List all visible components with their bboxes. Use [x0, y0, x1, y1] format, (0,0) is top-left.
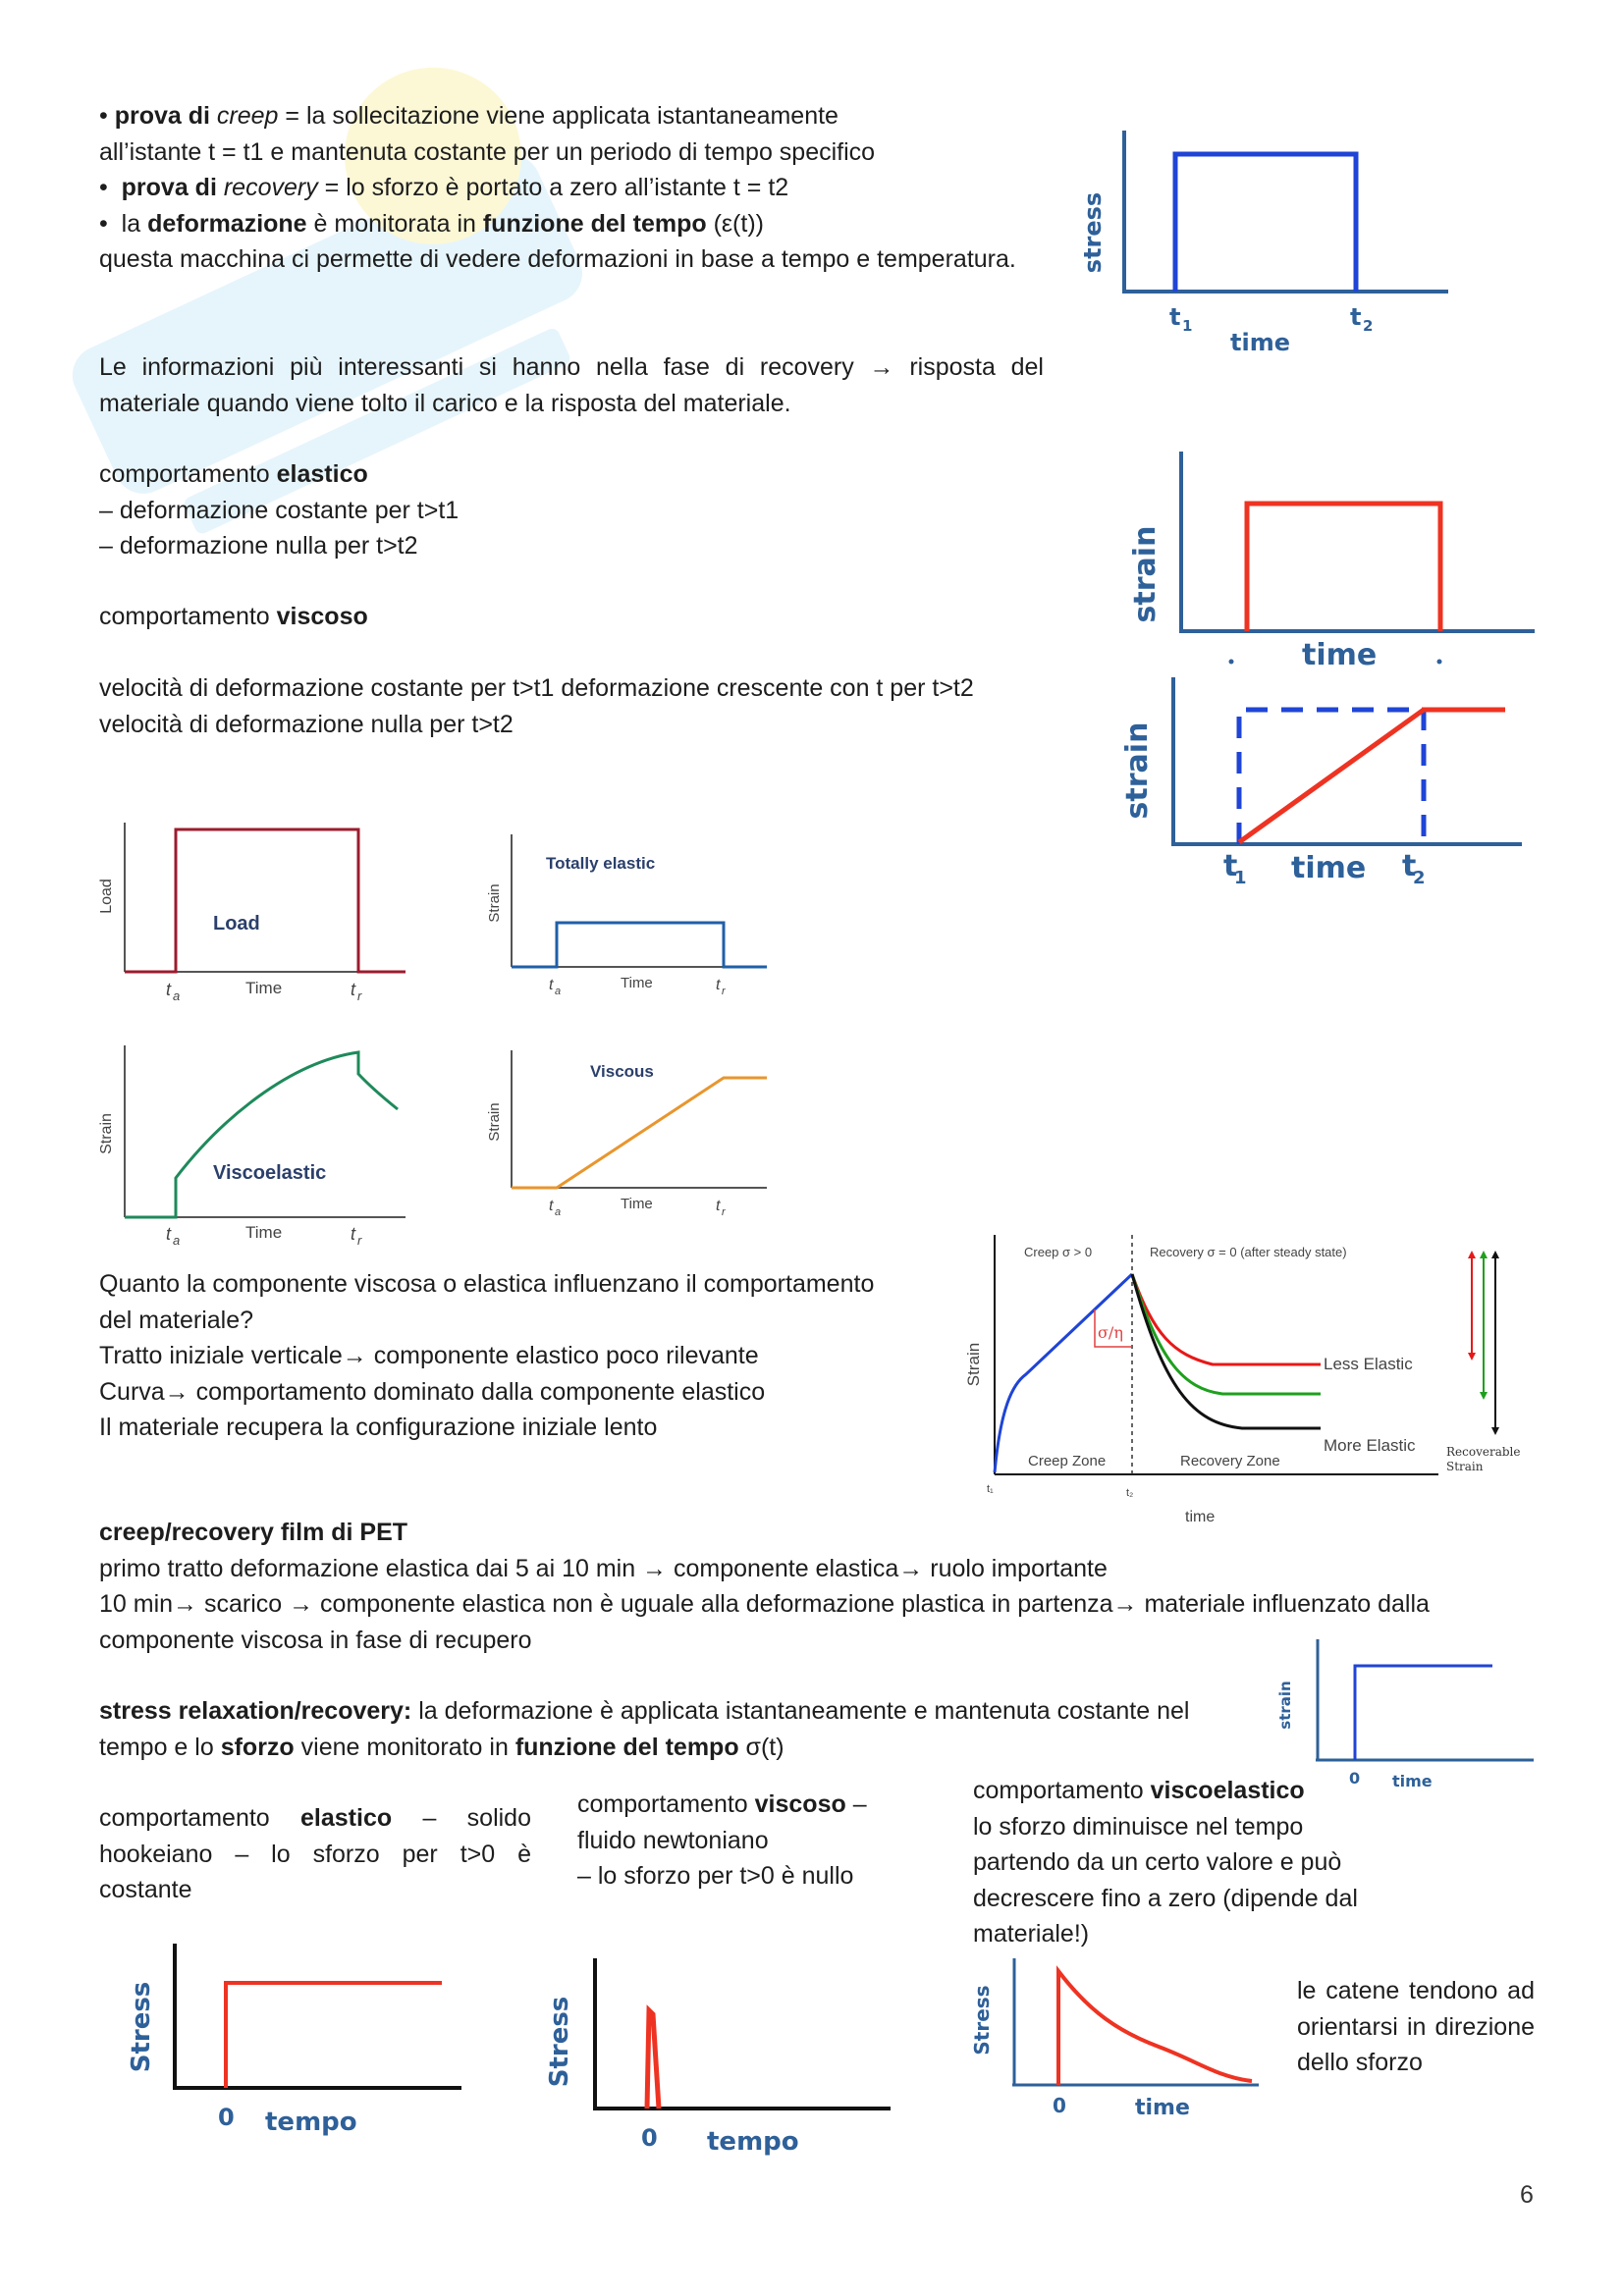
- question-block: Quanto la componente viscosa o elastica influenzano il comportamento del materiale? Tratto iniziale verticale→ componente elastico poco rilevante Curva→ comportamento dominato dalla componente elastico Il materiale recupera la configurazione iniziale lento: [99, 1270, 875, 1441]
- viscoelastic-graph: [93, 1041, 417, 1256]
- load-graph: [93, 813, 417, 1009]
- svg-text:More Elastic: More Elastic: [1324, 1436, 1416, 1455]
- svg-text:t: t: [549, 1198, 554, 1214]
- svg-text:Load: Load: [98, 879, 115, 914]
- svg-text:Recoverable: Recoverable: [1446, 1445, 1521, 1459]
- svg-text:Strain: Strain: [1446, 1460, 1484, 1473]
- svg-text:0: 0: [218, 2104, 235, 2131]
- svg-text:Load: Load: [213, 913, 260, 934]
- strain-elastic-graph: [1119, 447, 1551, 677]
- svg-text:Strain: Strain: [486, 883, 503, 923]
- svg-text:Strain: Strain: [964, 1342, 983, 1387]
- svg-text:a: a: [555, 1206, 562, 1218]
- pet-section: creep/recovery film di PET primo tratto deformazione elastica dai 5 ai 10 min → componente elastica→ ruolo importante 10 min→ scarico → componente elastica non è uguale alla deformazione plastica in partenza→ materiale influenzato dalla componente viscosa in fase di recupero: [99, 1515, 1542, 1658]
- elastic-behavior: comportamento elastico – deformazione costante per t>t1 – deformazione nulla per t>t2: [99, 460, 460, 560]
- svg-text:Stress: Stress: [970, 1985, 994, 2056]
- svg-text:Time: Time: [621, 1196, 653, 1212]
- svg-text:t₂: t₂: [1126, 1487, 1134, 1499]
- svg-text:strain: strain: [1128, 525, 1163, 623]
- svg-text:time: time: [1135, 2096, 1190, 2120]
- svg-text:r: r: [722, 1206, 726, 1218]
- svg-text:σ/η: σ/η: [1098, 1323, 1123, 1342]
- svg-text:t: t: [1402, 849, 1417, 883]
- svg-text:Stress: Stress: [127, 1981, 156, 2073]
- svg-text:Strain: Strain: [98, 1113, 115, 1154]
- stress-elastic-graph: [118, 1939, 471, 2145]
- svg-text:time: time: [1185, 1509, 1216, 1525]
- svg-text:Viscous: Viscous: [590, 1062, 654, 1081]
- svg-text:Creep σ > 0: Creep σ > 0: [1024, 1245, 1093, 1259]
- svg-text:t: t: [1223, 849, 1238, 883]
- stress-step-graph: [1065, 123, 1458, 358]
- svg-text:1: 1: [1234, 868, 1247, 888]
- svg-text:a: a: [173, 1233, 181, 1248]
- viscous-graph: [486, 1045, 781, 1222]
- svg-text:t: t: [351, 1224, 356, 1244]
- col-viscoelastic: comportamento viscoelastico lo sforzo diminuisce nel tempo partendo da un certo valore e può decrescere fino a zero (dipende dal materiale!): [973, 1777, 1358, 1948]
- creep-recovery-graph: [957, 1227, 1546, 1531]
- svg-text:t: t: [716, 977, 721, 993]
- pet-title: creep/recovery film di PET: [99, 1519, 408, 1546]
- svg-text:Time: Time: [245, 1223, 283, 1242]
- svg-text:time: time: [1291, 851, 1367, 885]
- svg-text:t: t: [166, 1224, 172, 1244]
- svg-text:2: 2: [1413, 868, 1426, 888]
- svg-text:2: 2: [1363, 317, 1374, 335]
- bullet-deformation: • la deformazione è monitorata in funzione del tempo (ε(t)): [99, 209, 764, 238]
- col-elastic: comportamento elastico – solido hookeiano – lo sforzo per t>0 è costante: [99, 1804, 531, 1903]
- svg-text:t: t: [549, 977, 554, 993]
- svg-text:r: r: [357, 1233, 362, 1248]
- svg-text:Time: Time: [621, 975, 653, 991]
- strain-step-small-graph: [1267, 1634, 1551, 1791]
- svg-text:Recovery σ = 0 (after steady: Recovery σ = 0 (after steady state): [1150, 1245, 1347, 1259]
- svg-text:Totally elastic: Totally elastic: [546, 854, 656, 873]
- intro-block: [99, 98, 1044, 278]
- svg-text:r: r: [722, 986, 726, 997]
- totally-elastic-graph: [486, 829, 781, 1006]
- svg-text:t: t: [166, 980, 172, 999]
- svg-text:t: t: [351, 980, 356, 999]
- stress-viscoelastic-graph: [952, 1953, 1276, 2140]
- page-number: 6: [1520, 2181, 1534, 2209]
- svg-text:Less Elastic: Less Elastic: [1324, 1355, 1413, 1373]
- svg-text:Stress: Stress: [545, 1996, 574, 2088]
- svg-text:r: r: [357, 988, 362, 1003]
- svg-text:strain: strain: [1276, 1681, 1294, 1730]
- svg-text:Creep Zone: Creep Zone: [1028, 1453, 1107, 1469]
- svg-text:0: 0: [641, 2124, 658, 2152]
- svg-text:time: time: [1230, 329, 1290, 356]
- stress-axis-label: stress: [1079, 191, 1107, 274]
- svg-text:t: t: [716, 1198, 721, 1214]
- svg-text:t: t: [1169, 303, 1181, 331]
- svg-text:a: a: [555, 986, 562, 997]
- svg-text:time: time: [1392, 1772, 1433, 1790]
- chains-text: le catene tendono ad orientarsi in direzione dello sforzo: [1297, 1977, 1535, 2076]
- viscous-behavior-title: comportamento viscoso: [99, 603, 368, 630]
- svg-text:tempo: tempo: [707, 2127, 799, 2157]
- bullet-creep-cont: all’istante t = t1 e mantenuta costante per un periodo di tempo specifico: [99, 137, 876, 166]
- bullet-recovery: • prova di recovery = lo sforzo è portato a zero all’istante t = t2: [99, 174, 789, 201]
- relaxation-text: stress relaxation/recovery: la deformazione è applicata istantaneamente e mantenuta costante nel tempo e lo sforzo viene monitorato in funzione del tempo σ(t): [99, 1697, 1190, 1761]
- svg-text:0: 0: [1053, 2094, 1066, 2117]
- svg-text:strain: strain: [1120, 721, 1155, 820]
- col-viscous: comportamento viscoso – fluido newtoniano – lo sforzo per t>0 è nullo: [577, 1790, 867, 1890]
- svg-text:1: 1: [1182, 317, 1193, 335]
- svg-text:Time: Time: [245, 979, 283, 997]
- strain-viscous-graph: [1109, 667, 1542, 903]
- viscous-behavior-text: velocità di deformazione costante per t>t1 deformazione crescente con t per t>t2 velocità di deformazione nulla per t>t2: [99, 674, 974, 738]
- recovery-info: Le informazioni più interessanti si hanno nella fase di recovery → risposta del materiale quando viene tolto il carico e la risposta del materiale.: [99, 353, 1044, 417]
- bullet-creep: • prova di creep = la sollecitazione viene applicata istantaneamente: [99, 102, 839, 130]
- stress-viscous-graph: [535, 1953, 898, 2160]
- svg-text:0: 0: [1349, 1769, 1361, 1788]
- svg-text:Recovery Zone: Recovery Zone: [1180, 1453, 1280, 1469]
- svg-text:Viscoelastic: Viscoelastic: [213, 1162, 327, 1184]
- svg-text:Strain: Strain: [486, 1102, 503, 1142]
- svg-text:t₁: t₁: [987, 1483, 994, 1495]
- svg-text:tempo: tempo: [265, 2108, 357, 2137]
- svg-text:time: time: [1302, 638, 1378, 672]
- svg-text:a: a: [173, 988, 181, 1003]
- svg-text:t: t: [1350, 303, 1362, 331]
- machine-text: questa macchina ci permette di vedere deformazioni in base a tempo e temperatura.: [99, 245, 1016, 273]
